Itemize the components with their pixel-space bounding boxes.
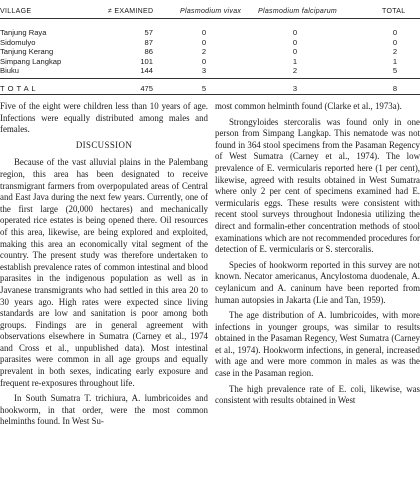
cell-total: 0 xyxy=(392,37,398,47)
cell-total: 5 xyxy=(392,66,398,75)
total-examined: 475 xyxy=(140,84,153,93)
paragraph: The age distribution of A. lumbricoides, with more infections in younger groups, was similar to results obtained in the Pasaman Regency, West Sumatra (Carney et al., 1974). Hookworm infections, in general, increased with age and were more common in males as was the case in the Pasaman region. xyxy=(215,310,420,379)
total-label: T O T A L xyxy=(0,84,37,93)
paragraph: In South Sumatra T. trichiura, A. lumbricoides and hookworm, in that order, were the most common helminths found. In West Su- xyxy=(0,393,208,427)
cell-examined: 57 xyxy=(144,28,153,37)
header-total: TOTAL xyxy=(382,8,406,15)
table-bottom-rule xyxy=(0,94,420,95)
header-village: VILLAGE xyxy=(0,8,32,15)
right-text-column xyxy=(215,101,420,411)
cell-examined: 144 xyxy=(140,66,153,75)
cell-total: 0 xyxy=(392,28,398,37)
paragraph: The high prevalence rate of E. coli, likewise, was consistent with results obtained in West xyxy=(215,383,420,406)
cell-vivax: 0 xyxy=(201,28,207,37)
cell-vivax: 3 xyxy=(201,66,207,75)
header-examined: ≠ EXAMINED xyxy=(108,8,154,15)
cell-examined: 101 xyxy=(140,56,153,66)
cell-falciparum: 1 xyxy=(292,56,298,66)
cell-vivax: 0 xyxy=(201,56,207,66)
header-vivax: Plasmodium vivax xyxy=(180,8,242,15)
left-text-column xyxy=(0,101,208,432)
cell-village: Tanjung Raya xyxy=(0,28,47,37)
cell-total: 2 xyxy=(392,47,398,56)
header-falciparum: Plasmodium falciparum xyxy=(258,8,338,15)
total-total: 8 xyxy=(392,84,398,93)
cell-vivax: 0 xyxy=(201,37,207,47)
cell-village: Tanjung Kerang xyxy=(0,47,54,56)
cell-vivax: 2 xyxy=(201,47,207,56)
paragraph: most common helminth found (Clarke et al., 1973a). xyxy=(215,101,402,111)
cell-village: Biuku xyxy=(0,66,19,75)
cell-village: Simpang Langkap xyxy=(0,56,62,66)
cell-falciparum: 0 xyxy=(292,47,298,56)
cell-examined: 87 xyxy=(144,37,153,47)
paragraph: Strongyloides stercoralis was found only in one person from Simpang Langkap. This nematode was not found in 364 stool specimens from the Pasaman Regency of West Sumatra (Carney et al., 1974). The low prevalence of E. vermicularis reported here (1 per cent), likewise, agreed with results obtained in West Sumatra where only 2 per cent of specimens examined had E. vermicularis eggs. These results were consistent with recent stool surveys throughout Indonesia utilizing the direct and formalin-ether concentration methods of stool examinations which are not recommended procedures for detection of E. vermicularis or S. stercoralis. xyxy=(215,116,420,255)
cell-examined: 86 xyxy=(144,47,153,56)
cell-total: 1 xyxy=(392,56,398,66)
total-falciparum: 3 xyxy=(292,84,298,93)
table-total-rule xyxy=(0,78,420,79)
total-vivax: 5 xyxy=(201,84,207,93)
cell-falciparum: 0 xyxy=(292,37,298,47)
paragraph: Species of hookworm reported in this survey are not known. Necator americanus, Ancylostoma duodenale, A. ceylanicum and A. caninum have been reported from human autopsies in Jakarta (Lie and Tan, 1959). xyxy=(215,259,420,305)
cell-falciparum: 0 xyxy=(292,28,298,37)
paragraph: Because of the vast alluvial plains in the Palembang region, this area has been designated to receive transmigrant farmers from overpopulated areas of Central and East Java during the next few years. Currently, one of the first large (20,000 hectares) and mechanically operated rice estates is being opened there. Oil resources of this area, likewise, are being explored and exploited, making this area an economically vital segment of the country. The present study was therefore undertaken to establish prevalence rates of common intestinal and blood parasites in the indigenous population as well as in Javanese transmigrants who had settled in this area 20 to 30 years ago. High rates were expected since living standards are low and sanitation is poor among both groups. Findings are in general agreement with observations elsewhere in Sumatra (Carney et al., 1974 and Cross et al., unpublished data). Most intestinal parasites were common in all age groups and equally prevalent in both sexes, indicating early exposure and frequent re-exposures throughout life. xyxy=(0,157,208,388)
table-header-rule xyxy=(0,18,420,19)
discussion-heading: DISCUSSION xyxy=(75,139,133,150)
paragraph: Five of the eight were children less than 10 years of age. Infections were equally distributed among males and females. xyxy=(0,101,208,135)
cell-falciparum: 2 xyxy=(292,66,298,75)
cell-village: Sidomulyo xyxy=(0,37,36,47)
